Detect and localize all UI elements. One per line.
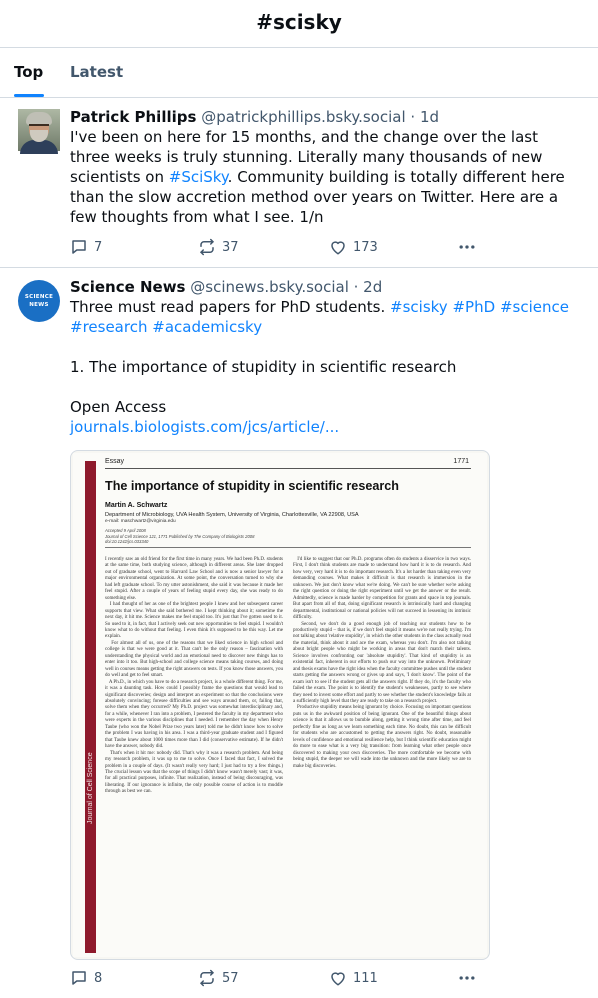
repost-button[interactable] xyxy=(198,968,239,988)
author-name[interactable]: Patrick Phillips xyxy=(70,108,197,126)
post-text-part: Three must read papers for PhD students. xyxy=(70,298,391,316)
paper-page-number: 1771 xyxy=(453,458,469,465)
post-text xyxy=(70,297,570,437)
avatar-glasses xyxy=(29,124,49,129)
paper-divider xyxy=(105,547,471,548)
journal-spine-text: Journal of Cell Science xyxy=(87,752,94,824)
paper-author: Martin A. Schwartz xyxy=(105,502,168,509)
heart-icon xyxy=(329,238,347,256)
avatar-logo-text: SCIENCE NEWS xyxy=(24,294,54,308)
open-access-label: Open Access xyxy=(70,398,167,416)
more-options-button[interactable] xyxy=(457,968,477,988)
tab-top[interactable]: Top xyxy=(14,63,44,81)
repost-count: 37 xyxy=(222,239,239,255)
like-count: 111 xyxy=(353,970,378,986)
repost-button[interactable] xyxy=(198,237,239,257)
paper-affiliation: Department of Microbiology, UVA Health System, University of Virginia, Charlottesville, VA 22908, USA xyxy=(105,512,359,518)
post-timestamp[interactable]: · 2d xyxy=(353,278,383,296)
hashtag-link[interactable]: #science xyxy=(499,298,569,316)
heart-icon xyxy=(329,969,347,987)
hashtag-link[interactable]: #academicsky xyxy=(152,318,263,336)
reply-icon xyxy=(70,238,88,256)
active-tab-indicator xyxy=(14,94,44,97)
article-link[interactable]: journals.biologists.com/jcs/article/... xyxy=(70,418,340,436)
paper-title: The importance of stupidity in scientific research xyxy=(105,479,399,493)
tab-latest[interactable]: Latest xyxy=(70,63,124,81)
post-text-part: I've been on here for 15 months, and the change over the last three weeks is truly stunning. Literally many thousands of new scientists on xyxy=(70,128,548,186)
avatar[interactable] xyxy=(18,280,60,322)
paper-column-right: I'd like to suggest that our Ph.D. programs often do students a disservice in two ways. First, I don't think students are made to understand how hard it is to do research. And how very, very hard it is to do important research. It's a lot harder than taking even very demanding courses. What makes it difficult is that research is immersion in the unknown. We just don't know what we're doing. We can't be sure whether we're asking the right question or doing the right experiment until we get the answer or the result. Admittedly, science is made harder by competition for grants and space in top journals. But apart from all of that, doing significant research is intrinsically hard and changing departmental, institutional or national policies will not succeed in lessening its intrinsic difficulty. Second, we don't do a good enough job of teaching our students how to be productively stupid – that is, if we don't feel stupid it means we're not really trying. I'm not talking about 'relative stupidity', in which the other students in the class actually read the material, think about it and ace the exam, whereas you don't. I'm also not talking about bright people who might be working in areas that don't match their talents. Science involves confronting our 'absolute stupidity'. That kind of stupidity is an existential fact, inherent in our efforts to push our way into the unknown. Preliminary and thesis exams have the right idea when the faculty committee pushes until the student starts getting the answers wrong or gives up and says, 'I don't know'. The point of the exam isn't to see if the student gets all the answers right. If they do, it's the faculty who failed the exam. The point is to identify the student's weaknesses, partly to see where they need to invest some effort and partly to see whether the student's knowledge fails at a sufficiently high level that they are ready to take on a research project. Productive stupidity means being ignorant by choice. Focusing on important questions puts us in the awkward position of being ignorant. One of the beautiful things about science is that it allows us to bumble along, getting it wrong time after time, and feel perfectly fine as long as we learn something each time. No doubt, this can be difficult for students who are accustomed to getting the answers right. No doubt, reasonable levels of confidence and emotional resilience help, but I think scientific education might do more to ease what is a very big transition: from learning what other people once discovered to making your own discoveries. The more comfortable we become with being stupid, the deeper we will wade into the unknown and the more likely we are to make big discoveries. xyxy=(293,557,472,769)
reply-icon xyxy=(70,969,88,987)
reply-button[interactable] xyxy=(70,237,102,257)
paper-section-label: Essay xyxy=(105,458,125,465)
hashtag-link[interactable]: #scisky xyxy=(390,298,448,316)
reply-count: 8 xyxy=(94,970,103,986)
reply-button[interactable] xyxy=(70,968,102,988)
hashtag-link[interactable]: #research xyxy=(70,318,148,336)
feed-post[interactable] xyxy=(0,98,598,268)
more-options-button[interactable] xyxy=(457,237,477,257)
like-count: 173 xyxy=(353,239,378,255)
avatar[interactable] xyxy=(18,109,60,151)
reply-count: 7 xyxy=(94,239,103,255)
feed-post[interactable] xyxy=(0,268,598,998)
post-header xyxy=(70,277,382,297)
post-actions xyxy=(70,968,480,988)
post-image[interactable] xyxy=(70,450,490,960)
feed-header xyxy=(0,0,598,48)
paper-page xyxy=(73,453,487,957)
paper-column-left: I recently saw an old friend for the first time in many years. We had been Ph.D. students at the same time, both studying science, although in different areas. She later dropped out of graduate school, went to Harvard Law School and is now a senior lawyer for a major environmental organization. At some point, the conversation turned to why she had left graduate school. To my utter astonishment, she said it was because it made her feel stupid. After a couple of years of feeling stupid every day, she was ready to do something else. I had thought of her as one of the brightest people I knew and her subsequent career supports that view. What she said bothered me. I kept thinking about it; sometime the next day, it hit me. Science makes me feel stupid too. It's just that I've gotten used to it. So used to it, in fact, that I actively seek out new opportunities to feel stupid. I wouldn't know what to do without that feeling. I even think it's supposed to be this way. Let me explain. For almost all of us, one of the reasons that we liked science in high school and college is that we were good at it. That can't be the only reason – fascination with understanding the physical world and an emotional need to discover new things has to enter into it too. But high-school and college science means taking courses, and doing well in courses means getting the right answers on tests. If you know those answers, you do well and get to feel smart. A Ph.D., in which you have to do a research project, is a whole different thing. For me, it was a daunting task. How could I possibly frame the questions that would lead to significant discoveries; design and interpret an experiment so that the conclusions were absolutely convincing; foresee difficulties and see ways around them, or, failing that, solve them when they occurred? My Ph.D. project was somewhat interdisciplinary and, for a while, whenever I ran into a problem, I pestered the faculty in my department who were experts in the various disciplines that I needed. I remember the day when Henry Taube (who won the Nobel Prize two years later) told me he didn't know how to solve the problem I was having in his area. I was a third-year graduate student and I figured that Taube knew about 1000 times more than I did (conservative estimate). If he didn't have the answer, nobody did. That's when it hit me: nobody did. That's why it was a research problem. And being my research problem, it was up to me to solve. Once I faced that fact, I solved the problem in a couple of days. (It wasn't really very hard; I just had to try a few things.) The crucial lesson was that the scope of things I didn't know wasn't merely vast; it was, for all practical purposes, infinite. That realization, instead of being discouraging, was liberating. If our ignorance is infinite, the only possible course of action is to muddle through as best we can. xyxy=(105,557,283,795)
more-options-icon xyxy=(457,237,477,257)
post-actions xyxy=(70,237,480,257)
like-button[interactable] xyxy=(329,968,378,988)
post-text xyxy=(70,127,570,227)
avatar-shirt xyxy=(20,140,58,154)
author-handle[interactable]: @patrickphillips.bsky.social xyxy=(201,108,406,126)
post-timestamp[interactable]: · 1d xyxy=(410,108,440,126)
more-options-icon xyxy=(457,968,477,988)
repost-icon xyxy=(198,969,216,987)
repost-icon xyxy=(198,238,216,256)
paper-meta: Accepted 9 April 2008 Journal of Cell Science 121, 1771 Published by The Company of Biologists 2008 doi:10.1242/jcs.033340 xyxy=(105,528,255,544)
paper-email: e-mail: maschwartz@virginia.edu xyxy=(105,519,176,524)
journal-spine xyxy=(85,461,96,953)
repost-count: 57 xyxy=(222,970,239,986)
author-handle[interactable]: @scinews.bsky.social xyxy=(190,278,349,296)
paper-divider xyxy=(105,468,471,469)
hashtag-link[interactable]: #PhD xyxy=(452,298,496,316)
post-text-part: . Community building is totally different here than the slow accretion method over years on Twitter. Here are a few thoughts from what I see. 1/n xyxy=(70,168,570,226)
post-list-item: 1. The importance of stupidity in scientific research xyxy=(70,358,457,376)
feed-tabs xyxy=(0,48,598,98)
like-button[interactable] xyxy=(329,237,378,257)
author-name[interactable]: Science News xyxy=(70,278,186,296)
post-header xyxy=(70,107,439,127)
page-title: #scisky xyxy=(256,10,342,34)
hashtag-link[interactable]: #SciSky xyxy=(168,168,228,186)
